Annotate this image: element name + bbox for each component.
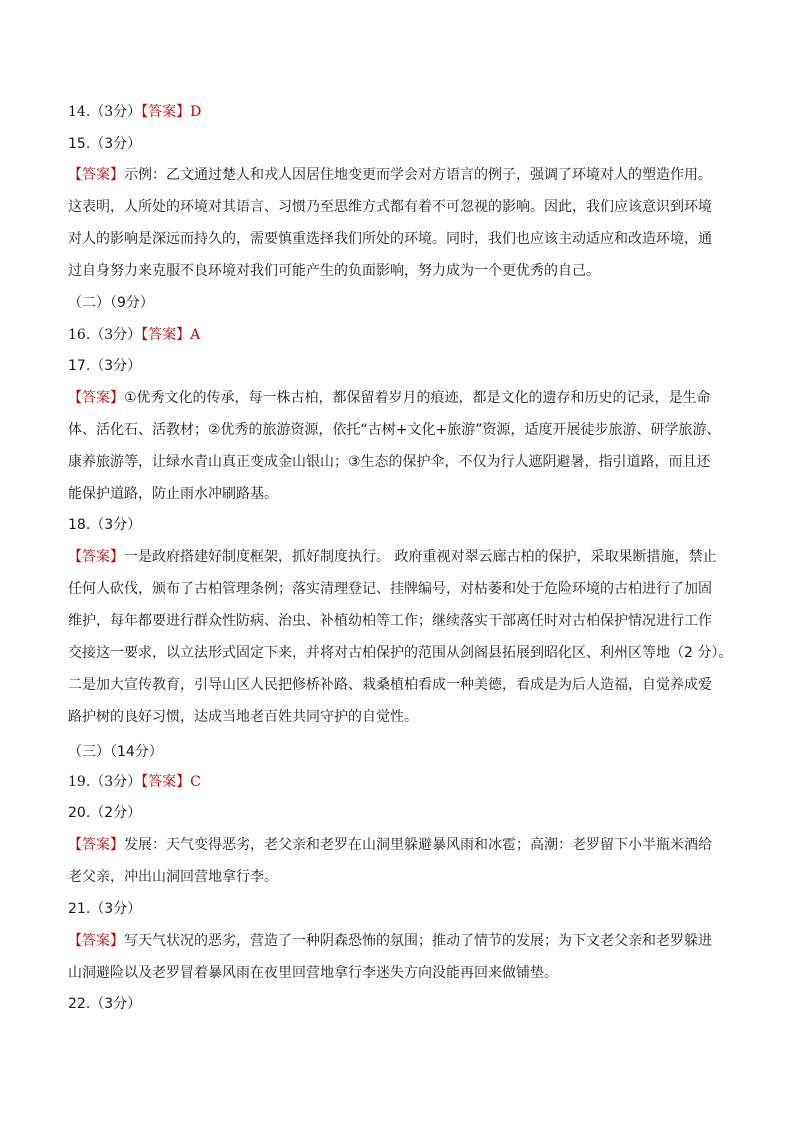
q15-answer-text-3: 对人的影响是深远而持久的，需要慎重选择我们所处的环境。同时，我们也应该主动适应和改造环境，通 [68, 231, 712, 247]
q20-number: 20.（2分） [68, 805, 142, 821]
q18-answer-text-2: 任何人砍伐，颁布了古柏管理条例；落实清理登记、挂牌编号，对枯萎和处于危险环境的古柏进行了加固 [68, 581, 712, 597]
q18-answer-text-5: 二是加大宣传教育，引导山区人民把修桥补路、栽桑植柏看成一种美德，看成是为后人造福，自觉养成爱 [68, 677, 712, 693]
q16-answer: A [190, 327, 201, 343]
q20-answer-line-1 [68, 835, 712, 855]
q16-line [68, 325, 200, 345]
q18-number: 18.（3分） [68, 517, 142, 533]
q22-number: 22.（3分） [68, 996, 142, 1012]
q19-answer-tag: 【答案】 [141, 774, 191, 790]
q21-answer-text-2: 山洞避险以及老罗冒着暴风雨在夜里回营地拿行李迷失方向没能再回来做铺垫。 [68, 965, 558, 981]
q20-answer-tag: 【答案】 [68, 837, 124, 853]
section-2-heading: （二）（9分） [68, 295, 154, 311]
q14-answer: D [190, 104, 202, 120]
q18-answer-text-6: 路护树的良好习惯，达成当地老百姓共同守护的自觉性。 [68, 709, 418, 725]
q14-number: 14.（3分） [68, 104, 142, 120]
q15-answer-text-2: 这表明，人所处的环境对其语言、习惯乃至思维方式都有着不可忽视的影响。因此，我们应该意识到环境 [68, 199, 712, 215]
q15-answer-text-4: 过自身努力来克服不良环境对我们可能产生的负面影响，努力成为一个更优秀的自己。 [68, 263, 600, 279]
q17-answer-line-1 [68, 388, 711, 408]
q17-answer-text-2: 体、活化石、活教材；②优秀的旅游资源，依托“古树+文化+旅游”资源，适度开展徒步旅游、研学旅游、 [68, 422, 721, 438]
q14-line [68, 102, 201, 122]
q15-answer-text-1: 示例：乙文通过楚人和戎人因居住地变更而学会对方语言的例子，强调了环境对人的塑造作用。 [124, 167, 712, 183]
section-3-heading: （三）（14分） [68, 744, 163, 760]
q17-answer-text-1: ①优秀文化的传承，每一株古柏，都保留着岁月的痕迹，都是文化的遗存和历史的记录，是生命 [124, 390, 711, 406]
q16-answer-tag: 【答案】 [141, 327, 191, 343]
q16-number: 16.（3分） [68, 327, 142, 343]
q19-number: 19.（3分） [68, 774, 142, 790]
q18-answer-tag: 【答案】 [68, 549, 124, 565]
q18-answer-text-3: 维护，每年都要进行群众性防病、治虫、补植幼柏等工作；继续落实干部离任时对古柏保护情况进行工作 [68, 613, 712, 629]
q17-answer-text-4: 能保护道路，防止雨水冲刷路基。 [68, 486, 278, 502]
q18-answer-line-1 [68, 547, 716, 567]
q15-number: 15.（3分） [68, 136, 142, 152]
q18-answer-text-4: 交接这一要求，以立法形式固定下来，并将对古柏保护的范围从剑阁县拓展到昭化区、利州区等地（2 分）。 [68, 645, 733, 661]
q21-answer-text-1: 写天气状况的恶劣，营造了一种阴森恐怖的氛围；推动了情节的发展；为下文老父亲和老罗躲进 [124, 933, 712, 949]
q21-answer-line-1 [68, 931, 712, 951]
q21-answer-tag: 【答案】 [68, 933, 124, 949]
q15-answer-line-1 [68, 165, 712, 185]
q17-answer-text-3: 康养旅游等，让绿水青山真正变成金山银山；③生态的保护伞，不仅为行人遮阴避暑，指引道路，而且还 [68, 454, 711, 470]
q15-answer-tag: 【答案】 [68, 167, 124, 183]
q21-number: 21.（3分） [68, 901, 142, 917]
q14-answer-tag: 【答案】 [141, 104, 191, 120]
q17-number: 17.（3分） [68, 358, 142, 374]
q19-line [68, 772, 201, 792]
q17-answer-tag: 【答案】 [68, 390, 124, 406]
q20-answer-text-1: 发展：天气变得恶劣，老父亲和老罗在山洞里躲避暴风雨和冰雹；高潮：老罗留下小半瓶米酒给 [124, 837, 712, 853]
q18-answer-text-1: 一是政府搭建好制度框架，抓好制度执行。 政府重视对翠云廊古柏的保护，采取果断措施，禁止 [124, 549, 717, 565]
q19-answer: C [190, 774, 201, 790]
q20-answer-text-2: 老父亲，冲出山洞回营地拿行李。 [68, 869, 278, 885]
